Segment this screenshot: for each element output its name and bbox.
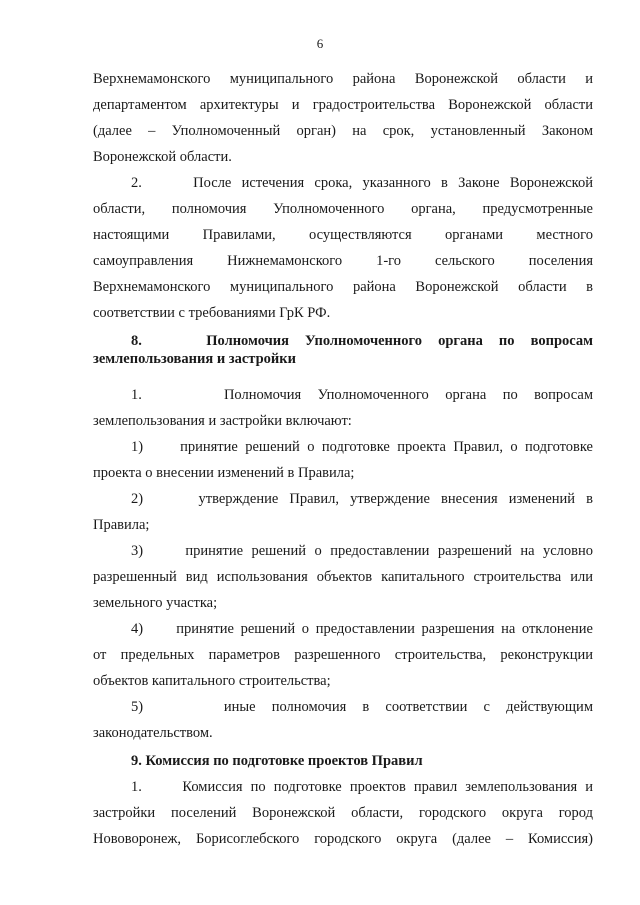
text-line: 1. Комиссия по подготовке проектов правил землепользования и (131, 779, 593, 795)
text-line: 1. Полномочия Уполномоченного органа по вопросам (131, 387, 593, 403)
section-heading-8 (93, 332, 593, 368)
paragraph-8-1 (93, 382, 593, 434)
text-line: 2) утверждение Правил, утверждение внесения изменений в (131, 491, 593, 507)
heading-line: землепользования и застройки (93, 351, 296, 367)
text-line: от предельных параметров разрешенного строительства, реконструкции (93, 647, 593, 663)
text-line: разрешенный вид использования объектов капитального строительства или (93, 569, 593, 585)
text-line: землепользования и застройки включают: (93, 413, 352, 429)
text-line: Верхнемамонского муниципального района Воронежской области и (93, 71, 593, 87)
text-line: Нововоронеж, Борисоглебского городского округа (далее – Комиссия) (93, 831, 593, 847)
page-number: 6 (316, 36, 324, 51)
paragraph-9-1 (93, 774, 593, 852)
heading-line: 9. Комиссия по подготовке проектов Правил (131, 753, 423, 769)
document-body (93, 66, 593, 852)
paragraph-2 (93, 170, 593, 326)
text-line: Воронежской области. (93, 149, 232, 165)
text-line: 4) принятие решений о предоставлении разрешения на отклонение (131, 621, 593, 637)
paragraph-continued (93, 66, 593, 170)
text-line: застройки поселений Воронежской области, городского округа город (93, 805, 593, 821)
text-line: соответствии с требованиями ГрК РФ. (93, 305, 331, 321)
text-line: 2. После истечения срока, указанного в Законе Воронежской (131, 175, 593, 191)
list-item-3 (93, 538, 593, 616)
text-line: 1) принятие решений о подготовке проекта Правил, о подготовке (131, 439, 593, 455)
list-item-5 (93, 694, 593, 746)
list-item-4 (93, 616, 593, 694)
section-heading-9 (93, 750, 593, 772)
text-line: Правила; (93, 517, 150, 533)
list-item-2 (93, 486, 593, 538)
text-line: самоуправления Нижнемамонского 1-го сельского поселения (93, 253, 593, 269)
text-line: 3) принятие решений о предоставлении разрешений на условно (131, 543, 593, 559)
text-line: 5) иные полномочия в соответствии с действующим (131, 699, 593, 715)
text-line: земельного участка; (93, 595, 218, 611)
list-item-1 (93, 434, 593, 486)
text-line: Верхнемамонского муниципального района Воронежской области в (93, 279, 593, 295)
spacer (93, 368, 593, 382)
text-line: департаментом архитектуры и градостроительства Воронежской области (93, 97, 593, 113)
text-line: проекта о внесении изменений в Правила; (93, 465, 355, 481)
text-line: области, полномочия Уполномоченного органа, предусмотренные (93, 201, 593, 217)
text-line: объектов капитального строительства; (93, 673, 331, 689)
text-line: настоящими Правилами, осуществляются органами местного (93, 227, 593, 243)
heading-line: 8. Полномочия Уполномоченного органа по вопросам (131, 333, 593, 349)
text-line: (далее – Уполномоченный орган) на срок, установленный Законом (93, 123, 593, 139)
text-line: законодательством. (93, 725, 213, 741)
